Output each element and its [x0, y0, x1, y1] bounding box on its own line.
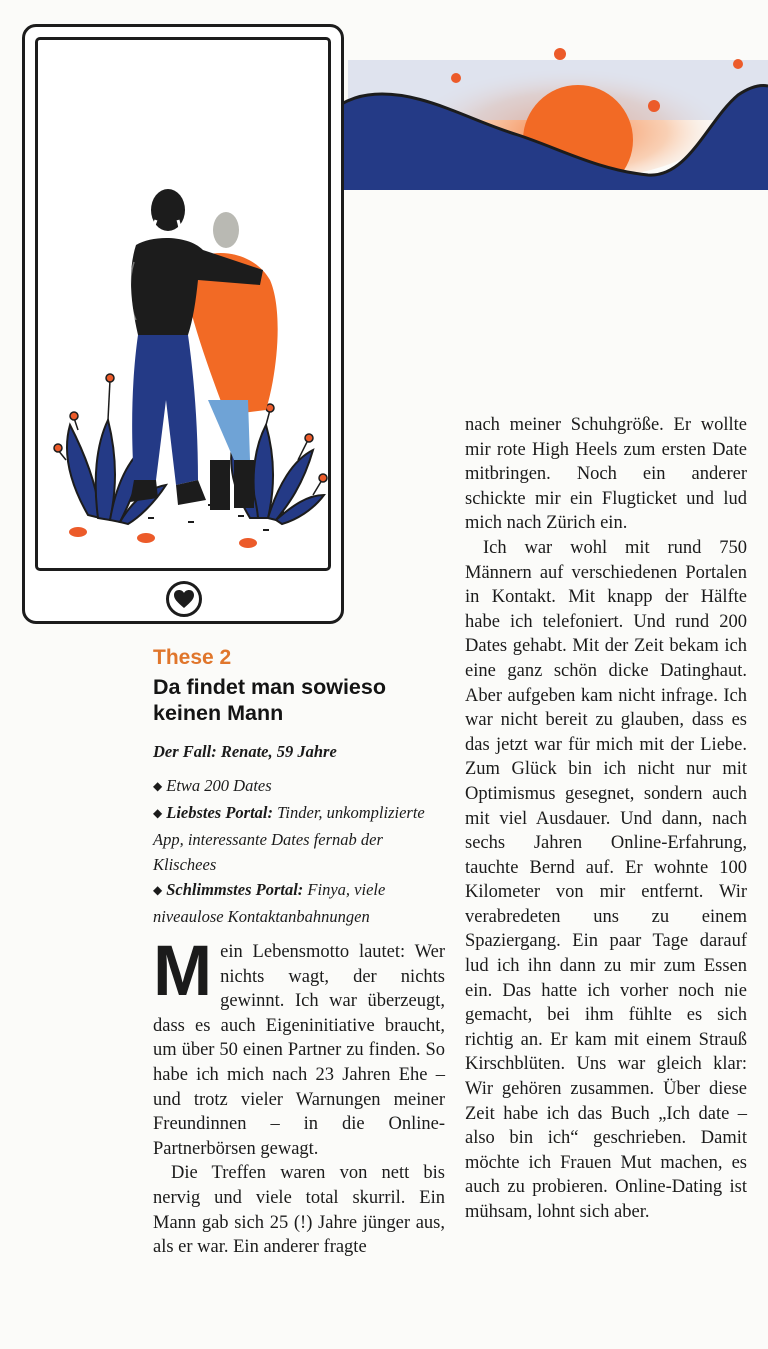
article-column-right: [465, 413, 747, 1225]
fact-item: [153, 800, 445, 877]
fact-item: [153, 773, 445, 800]
diamond-bullet-icon: ◆: [153, 779, 163, 793]
thesis-title: Da findet man sowieso keinen Mann: [153, 675, 386, 725]
fact-label: Liebstes Portal:: [166, 803, 274, 822]
heart-button[interactable]: [166, 581, 202, 617]
drop-cap: M: [153, 932, 213, 1011]
fact-text: Etwa 200 Dates: [166, 776, 272, 795]
article-paragraph: [153, 932, 445, 1161]
fact-item: [153, 877, 445, 929]
paragraph-text: ein Lebensmotto lautet: Wer nichts wagt, der nichts gewinnt. Ich war überzeugt, dass es auch Eigeninitiative braucht, um über 50 einen Partner zu finden. So habe ich mich nach 23 Jahren Ehe – und trotz vieler Warnungen meiner Freundinnen – in die Online-Partnerbörsen gewagt.: [153, 942, 445, 1159]
fact-label: Schlimmstes Portal:: [166, 880, 304, 899]
article-paragraph: nach meiner Schuhgröße. Er wollte mir rote High Heels zum ersten Date mitbringen. Noch ein anderer schickte mir ein Flugticket und lud mich nach Zürich ein.: [465, 415, 747, 534]
phone-screen: [35, 37, 331, 571]
couple-illustration: [38, 40, 328, 568]
fact-text: Tinder, unkomplizierte App, interessante Dates fernab der Klischees: [153, 803, 425, 874]
case-box: [153, 739, 445, 929]
case-title: Der Fall: Renate, 59 Jahre: [153, 742, 337, 761]
article-paragraph: Die Treffen waren von nett bis nervig und viele total skurril. Ein Mann gab sich 25 (!) Jahre jünger aus, als er war. Ein anderer fragte: [153, 1163, 445, 1258]
article-column-left: [153, 932, 445, 1260]
article-paragraph: Ich war wohl mit rund 750 Männern auf verschiedenen Portalen in Kontakt. Mit knapp der Hälfte habe ich telefoniert. Und rund 200 Dates gehabt. Mit der Zeit bekam ich eine ganz schön dicke Datinghaut. Aber aufgeben kam nicht infrage. Ich war nicht bereit zu glauben, dass es das jetzt war für mich mit der Liebe. Zum Glück bin ich nicht nur mit Optimismus gesegnet, sondern auch mit viel Ausdauer. Und dann, nach sechs Jahren Online-Erfahrung, tauchte Bernd auf. Er wohnte 100 Kilometer von mir entfernt. Wir verabredeten uns zu einem Spaziergang. Ein paar Tage darauf lud ich ihn dann zu mir zum Essen ein. Das hatte ich vorher noch nie gemacht, bei ihm fühlte es sich richtig an. Er kam mit einem Strauß Kirschblüten. Uns war gleich klar: Wir gehören zusammen. Über diese Zeit habe ich das Buch „Ich date – also bin ich“ geschrieben. Damit möchte ich Frauen Mut machen, es auch zu probieren. Online-Dating ist mühsam, lohnt sich aber.: [465, 537, 747, 1222]
diamond-bullet-icon: ◆: [153, 806, 163, 820]
phone-frame: [22, 24, 344, 624]
thesis-label: These 2: [153, 646, 232, 669]
fact-text: Finya, viele niveaulose Kontaktanbahnungen: [153, 880, 386, 926]
heart-icon: [173, 589, 195, 609]
diamond-bullet-icon: ◆: [153, 883, 163, 897]
